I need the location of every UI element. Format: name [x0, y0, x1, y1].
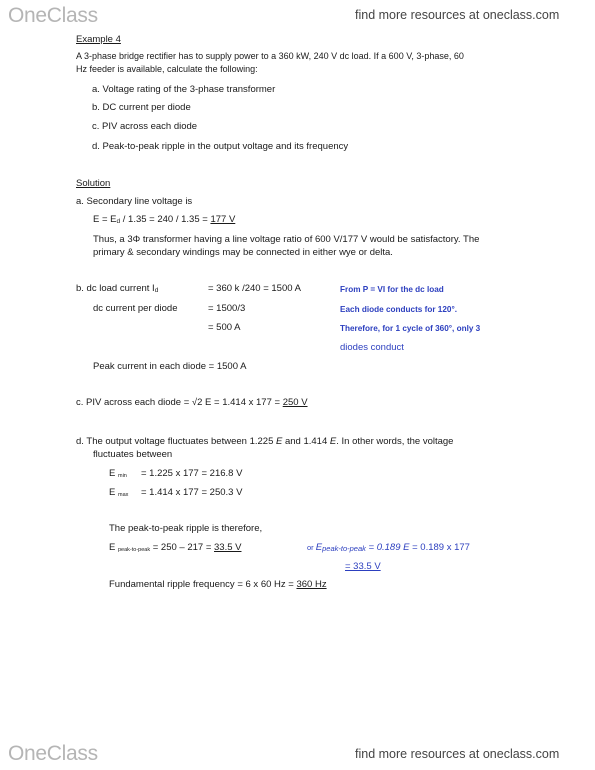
or-line [307, 542, 470, 553]
freq-line [109, 579, 327, 590]
eq-result: 177 V [210, 214, 236, 225]
solution-title: Solution [76, 178, 111, 189]
dc-load-current-label: b. dc load current I [76, 283, 155, 294]
d-e1: E [276, 436, 283, 447]
part-c-line [76, 397, 308, 408]
freq-expression: Fundamental ripple frequency = 6 x 60 Hz = [109, 579, 297, 590]
note-diodes: diodes conduct [340, 342, 404, 353]
or-word: or [307, 543, 316, 552]
part-b-val-3: = 500 A [208, 322, 241, 333]
emin-e: E [109, 468, 116, 479]
epp-sub: peak-to-peak [117, 547, 151, 553]
epp-result: 33.5 V [214, 542, 242, 553]
question-item-d: d. Peak-to-peak ripple in the output voltage and its frequency [92, 141, 349, 152]
eq-mid: / 1.35 = 240 / 1.35 = [120, 214, 211, 225]
d-e2: E [329, 436, 337, 447]
emax-e: E [109, 487, 116, 498]
part-b-val-2: = 1500/3 [208, 303, 246, 314]
emax-sub: max [117, 492, 129, 498]
note-cycle: Therefore, for 1 cycle of 360°, only 3 [340, 324, 481, 333]
eq-e: E = E [93, 214, 117, 225]
footer-logo: OneClass [8, 742, 98, 765]
epp-e: E [109, 542, 116, 553]
piv-expression: c. PIV across each diode = √2 E = 1.414 x 177 = [76, 397, 283, 408]
note-power: From P = VI for the dc load [340, 285, 444, 294]
sub-d: d [154, 287, 159, 294]
or-tail: = 0.189 x 177 [409, 542, 470, 553]
emin-sub: min [117, 473, 127, 479]
d-text-b: and 1.414 [282, 436, 330, 447]
part-d-line-2: fluctuates between [93, 449, 173, 460]
ripple-text: The peak-to-peak ripple is therefore, [109, 523, 263, 534]
part-a-equation [93, 214, 235, 225]
problem-line-2: Hz feeder is available, calculate the following: [76, 64, 258, 74]
epp-line [109, 542, 241, 553]
header-logo: OneClass [8, 4, 98, 27]
emax-value: = 1.414 x 177 = 250.3 V [141, 487, 243, 498]
problem-line-1: A 3-phase bridge rectifier has to supply power to a 360 kW, 240 V dc load. If a 600 V, 3-phase, 60 [76, 51, 464, 61]
part-a-text-1: Thus, a 3Φ transformer having a line voltage ratio of 600 V/177 V would be satisfactory. The [93, 234, 480, 245]
or-mid: = 0.189 E [365, 542, 410, 553]
emin-label [109, 468, 127, 479]
emin-value: = 1.225 x 177 = 216.8 V [141, 468, 243, 479]
header-tagline[interactable]: find more resources at oneclass.com [355, 8, 560, 22]
emax-label [109, 487, 128, 498]
question-item-b: b. DC current per diode [92, 102, 191, 113]
part-b-peak: Peak current in each diode = 1500 A [93, 361, 247, 372]
part-a-heading: a. Secondary line voltage is [76, 196, 193, 207]
part-d-line-1 [76, 436, 453, 447]
freq-result: 360 Hz [296, 579, 327, 590]
or-result: = 33.5 V [345, 561, 381, 572]
question-item-c: c. PIV across each diode [92, 121, 198, 132]
part-a-text-2: primary & secondary windings may be connected in either wye or delta. [93, 247, 393, 258]
eq-sub-d: d [116, 218, 121, 225]
part-b-label-1 [76, 283, 158, 294]
part-b-val-1: = 360 k /240 = 1500 A [208, 283, 301, 294]
d-text-c: . In other words, the voltage [336, 436, 454, 447]
note-conduction: Each diode conducts for 120°. [340, 305, 458, 314]
question-item-a: a. Voltage rating of the 3-phase transformer [92, 84, 276, 95]
piv-result: 250 V [282, 397, 308, 408]
d-text-a: d. The output voltage fluctuates between 1.225 [76, 436, 276, 447]
or-e: E [315, 542, 323, 553]
or-sub: peak-to-peak [322, 544, 366, 553]
example-title: Example 4 [76, 34, 121, 45]
footer-tagline[interactable]: find more resources at oneclass.com [355, 747, 560, 761]
part-b-label-2: dc current per diode [93, 303, 178, 314]
epp-value: = 250 – 217 = [150, 542, 215, 553]
